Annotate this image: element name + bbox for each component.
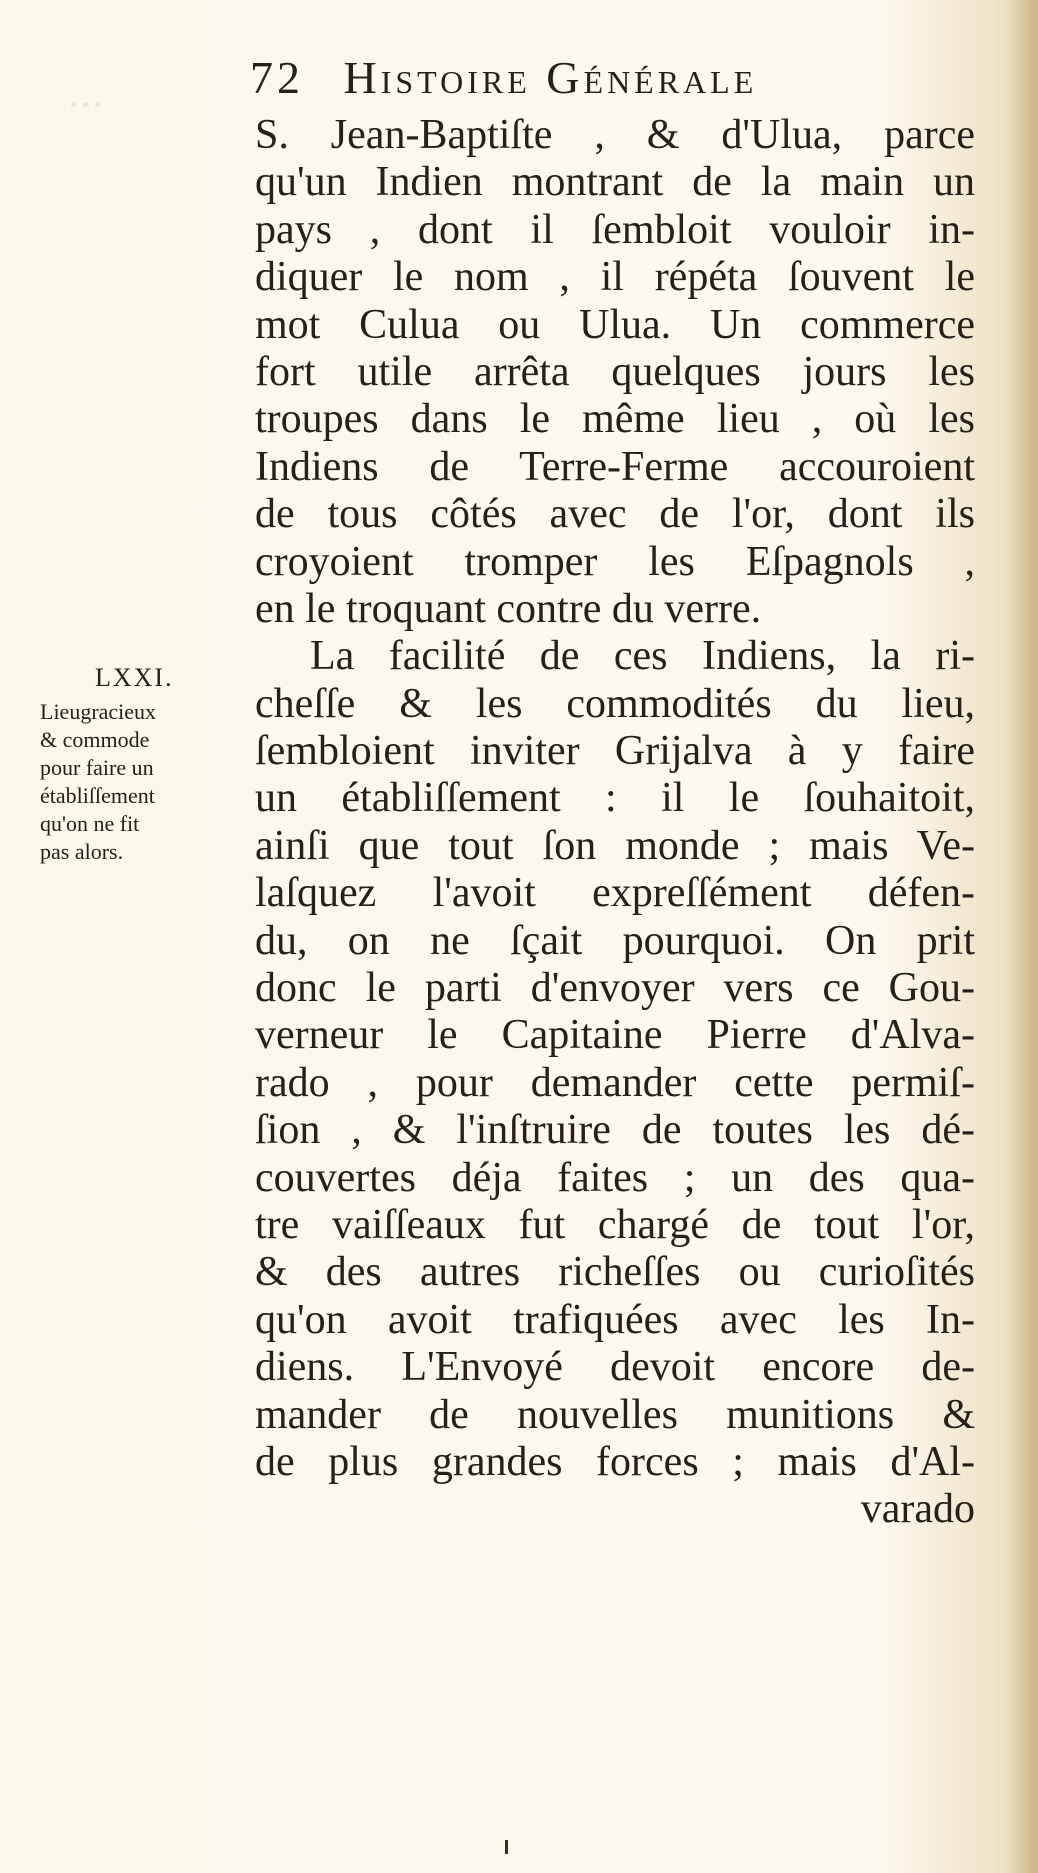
text-line: mot Culua ou Ulua. Un commerce [255,301,975,348]
margin-note-line: Lieugracieux [40,699,157,724]
margin-note-line: & commode [40,727,150,752]
text-line: rado , pour demander cette permiſ- [255,1059,975,1106]
text-line: verneur le Capitaine Pierre d'Alva- [255,1012,975,1059]
text-line: du, on ne ſçait pourquoi. On prit [255,917,975,964]
text-line: ſembloient inviter Grijalva à y faire [255,728,975,775]
text-line: laſquez l'avoit expreſſément défen- [255,870,975,917]
text-line: couvertes déja faites ; un des qua- [255,1154,975,1201]
text-line: ſion , & l'inſtruire de toutes les dé- [255,1107,975,1154]
page-edge-shadow [1008,0,1038,1873]
text-line: cheſſe & les commodités du lieu, [255,680,975,727]
text-line: varado [860,1486,975,1533]
margin-section-number: LXXI. [95,663,174,692]
text-line: tre vaiſſeaux fut chargé de tout l'or, [255,1201,975,1248]
margin-note-line: pour faire un [40,755,154,780]
page-number: 72 [250,52,304,103]
text-line: pays , dont il ſembloit vouloir in- [255,206,975,253]
margin-note-line: pas alors. [40,839,124,864]
text-line: de plus grandes forces ; mais d'Al- [255,1438,975,1485]
text-line: diquer le nom , il répéta ſouvent le [255,254,975,301]
text-line: de tous côtés avec de l'or, dont ils [255,491,975,538]
text-line: un établiſſement : il le ſouhaitoit, [255,775,975,822]
text-line: qu'on avoit trafiquées avec les In- [255,1296,975,1343]
page-mark [505,1840,508,1854]
running-title: Histoire Générale [343,52,758,103]
text-line: fort utile arrêta quelques jours les [255,348,975,395]
text-line: La facilité de ces Indiens, la ri- [310,633,975,680]
text-line: qu'un Indien montrant de la main un [255,159,975,206]
margin-note-line: établiſſement [40,783,155,808]
text-line: troupes dans le même lieu , où les [255,396,975,443]
text-line: croyoient tromper les Eſpagnols , [255,538,975,585]
margin-note [40,698,280,866]
text-line: mander de nouvelles munitions & [255,1391,975,1438]
show-through-text: • • • [70,95,102,117]
text-line: & des autres richeſſes ou curioſités [255,1249,975,1296]
body-text [255,112,975,1534]
text-line: S. Jean-Baptiſte , & d'Ulua, parce [255,112,975,158]
text-line: en le troquant contre du verre. [255,585,762,632]
text-line: Indiens de Terre-Ferme accouroient [255,443,975,490]
margin-note-line: qu'on ne fit [40,811,140,836]
text-line: ainſi que tout ſon monde ; mais Ve- [255,822,975,869]
text-line: donc le parti d'envoyer vers ce Gou- [255,965,975,1012]
running-head [250,48,980,108]
text-line: diens. L'Envoyé devoit encore de- [255,1344,975,1391]
